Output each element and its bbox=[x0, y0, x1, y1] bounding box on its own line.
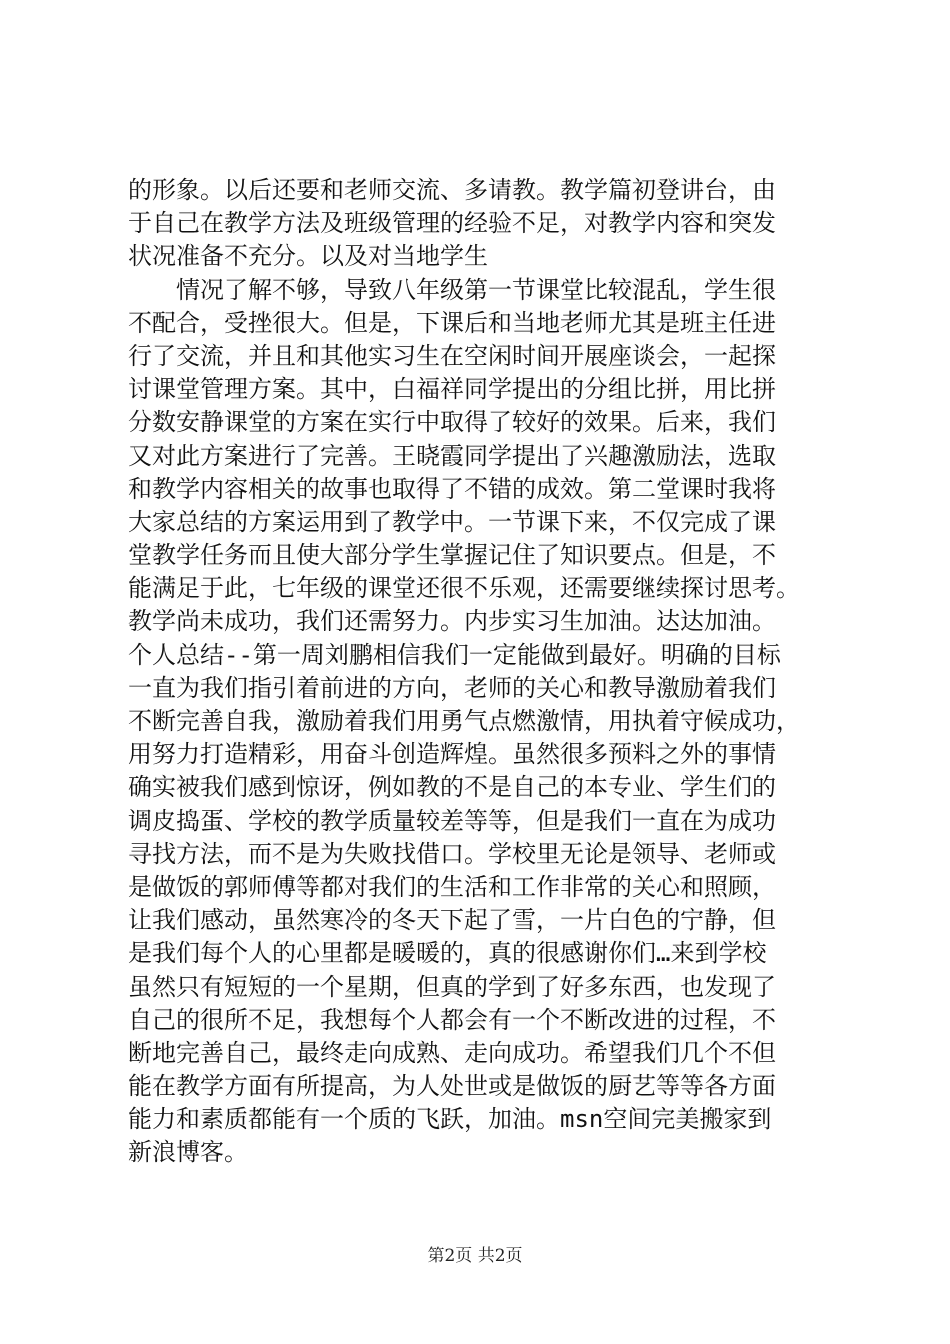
text-line: 大家总结的方案运用到了教学中。一节课下来，不仅完成了课 bbox=[128, 507, 776, 536]
text-line: 能满足于此，七年级的课堂还很不乐观，还需要继续探讨思考。 bbox=[128, 574, 800, 603]
text-line: 新浪博客。 bbox=[128, 1138, 248, 1167]
text-line: 堂教学任务而且使大部分学生掌握记住了知识要点。但是，不 bbox=[128, 541, 776, 570]
text-line: 能力和素质都能有一个质的飞跃，加油。msn空间完美搬家到 bbox=[128, 1105, 772, 1134]
text-line: 不断完善自我，激励着我们用勇气点燃激情，用执着守候成功， bbox=[128, 707, 800, 735]
text-line: 是我们每个人的心里都是暖暖的，真的很感谢你们…来到学校 bbox=[128, 939, 767, 968]
page-footer bbox=[0, 1246, 950, 1266]
text-line: 状况准备不充分。以及对当地学生 bbox=[128, 242, 488, 271]
document-body bbox=[128, 174, 838, 1170]
text-line: 讨课堂管理方案。其中，白福祥同学提出的分组比拼，用比拼 bbox=[128, 375, 776, 404]
text-line: 个人总结--第一周刘鹏相信我们一定能做到最好。明确的目标 bbox=[128, 640, 781, 669]
text-line: 确实被我们感到惊讶，例如教的不是自己的本专业、学生们的 bbox=[128, 773, 776, 802]
text-line: 教学尚未成功，我们还需努力。内步实习生加油。达达加油。 bbox=[128, 607, 776, 636]
page-number: 第2页 共2页 bbox=[427, 1246, 523, 1266]
text-line: 让我们感动，虽然寒冷的冬天下起了雪，一片白色的宁静，但 bbox=[128, 906, 776, 935]
text-line: 的形象。以后还要和老师交流、多请教。教学篇初登讲台，由 bbox=[128, 176, 776, 204]
text-line: 寻找方法，而不是为失败找借口。学校里无论是领导、老师或 bbox=[128, 839, 776, 868]
text-line: 用努力打造精彩，用奋斗创造辉煌。虽然很多预料之外的事情 bbox=[128, 740, 776, 769]
text-line: 断地完善自己，最终走向成熟、走向成功。希望我们几个不但 bbox=[128, 1038, 776, 1067]
text-line: 是做饭的郭师傅等都对我们的生活和工作非常的关心和照顾， bbox=[128, 872, 776, 901]
text-line: 不配合，受挫很大。但是，下课后和当地老师尤其是班主任进 bbox=[128, 308, 776, 337]
text-line: 又对此方案进行了完善。王晓霞同学提出了兴趣激励法，选取 bbox=[128, 441, 776, 470]
text-line: 调皮捣蛋、学校的教学质量较差等等，但是我们一直在为成功 bbox=[128, 806, 776, 835]
text-line: 和教学内容相关的故事也取得了不错的成效。第二堂课时我将 bbox=[128, 474, 776, 503]
text-line: 自己的很所不足，我想每个人都会有一个不断改进的过程，不 bbox=[128, 1005, 776, 1034]
text-line: 行了交流，并且和其他实习生在空闲时间开展座谈会，一起探 bbox=[128, 341, 776, 370]
text-line: 虽然只有短短的一个星期，但真的学到了好多东西，也发现了 bbox=[128, 972, 776, 1001]
text-line: 分数安静课堂的方案在实行中取得了较好的效果。后来，我们 bbox=[128, 408, 776, 437]
text-line: 一直为我们指引着前进的方向，老师的关心和教导激励着我们 bbox=[128, 673, 776, 702]
text-line: 于自己在教学方法及班级管理的经验不足，对教学内容和突发 bbox=[128, 209, 776, 238]
text-line: 能在教学方面有所提高，为人处世或是做饭的厨艺等等各方面 bbox=[128, 1072, 776, 1101]
text-line: 情况了解不够，导致八年级第一节课堂比较混乱，学生很 bbox=[128, 275, 776, 304]
